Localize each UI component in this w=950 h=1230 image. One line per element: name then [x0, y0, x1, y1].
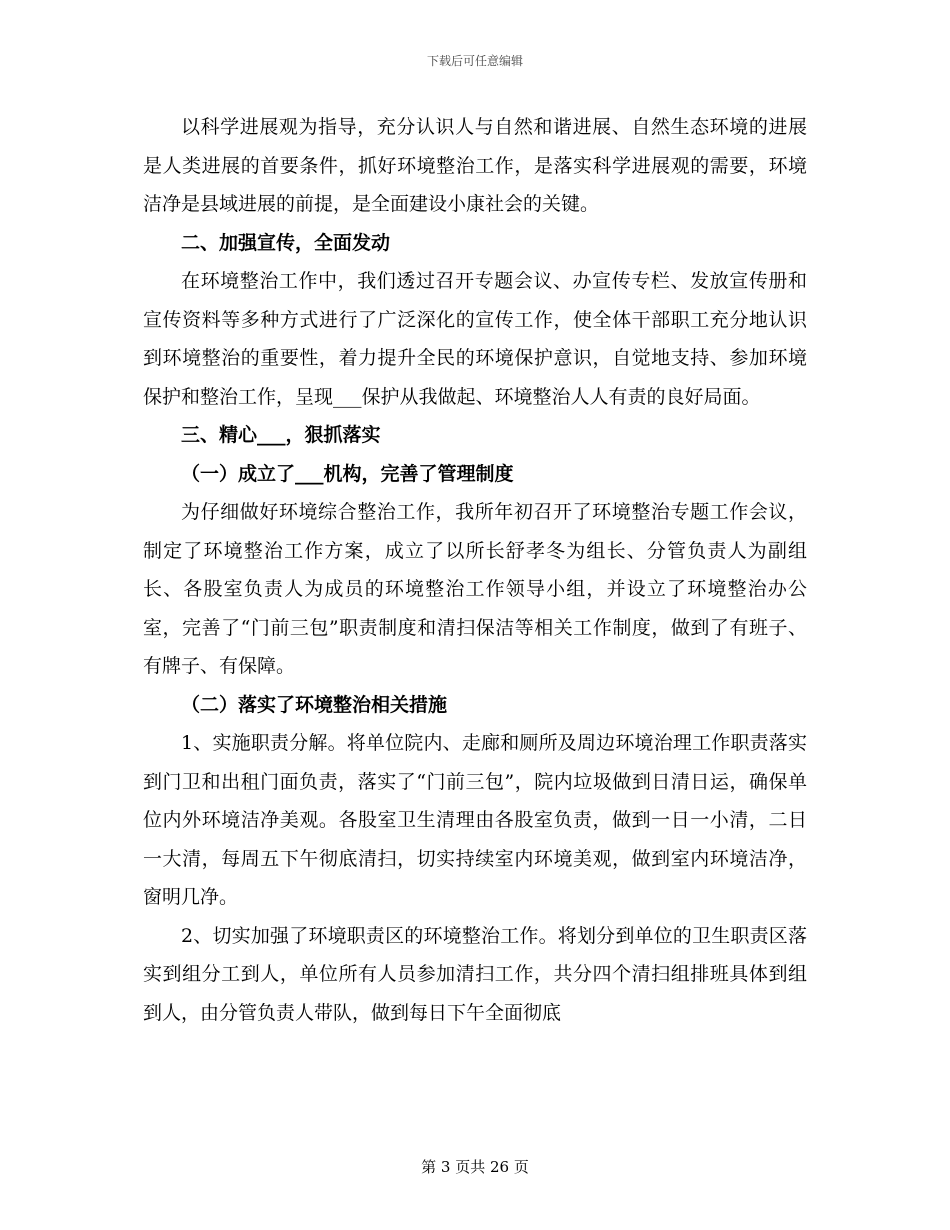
- page-footer: 第 3 页共 26 页: [421, 1158, 529, 1176]
- heading-subsection-2: （二）落实了环境整治相关措施: [181, 693, 448, 716]
- page-header: 下载后可任意编辑: [426, 54, 523, 68]
- document-body: [143, 108, 807, 1032]
- heading-subsection-1: （一）成立了___机构，完善了管理制度: [181, 462, 514, 485]
- paragraph-publicity: 在环境整治工作中，我们透过召开专题会议、办宣传专栏、发放宣传册和宣传资料等多种方式进行了广泛深化的宣传工作，使全体干部职工充分地认识到环境整治的重要性，着力提升全民的环境保护意识，自觉地支持、参加环境保护和整治工作，呈现___保护从我做起、环境整治人人有责的良好局面。: [143, 270, 807, 408]
- paragraph-measure-1: 1、实施职责分解。将单位院内、走廊和厕所及周边环境治理工作职责落实到门卫和出租门面负责，落实了“门前三包”，院内垃圾做到日清日运，确保单位内外环境洁净美观。各股室卫生清理由各股室负责，做到一日一小清，二日一大清，每周五下午彻底清扫，切实持续室内环境美观，做到室内环境洁净，窗明几净。: [143, 732, 807, 908]
- paragraph-intro: 以科学进展观为指导，充分认识人与自然和谐进展、自然生态环境的进展是人类进展的首要条件，抓好环境整治工作，是落实科学进展观的需要，环境洁净是县域进展的前提，是全面建设小康社会的关键。: [143, 116, 807, 215]
- heading-section-2: 二、加强宣传，全面发动: [181, 231, 391, 254]
- paragraph-measure-2: 2、切实加强了环境职责区的环境整治工作。将划分到单位的卫生职责区落实到组分工到人，单位所有人员参加清扫工作，共分四个清扫组排班具体到组到人，由分管负责人带队，做到每日下午全面彻底: [143, 924, 807, 1024]
- heading-section-3: 三、精心___，狠抓落实: [181, 424, 381, 446]
- paragraph-organization: 为仔细做好环境综合整治工作，我所年初召开了环境整治专题工作会议，制定了环境整治工作方案，成立了以所长舒孝冬为组长、分管负责人为副组长、各股室负责人为成员的环境整治工作领导小组，并设立了环境整治办公室，完善了“门前三包”职责制度和清扫保洁等相关工作制度，做到了有班子、有牌子、有保障。: [143, 501, 807, 677]
